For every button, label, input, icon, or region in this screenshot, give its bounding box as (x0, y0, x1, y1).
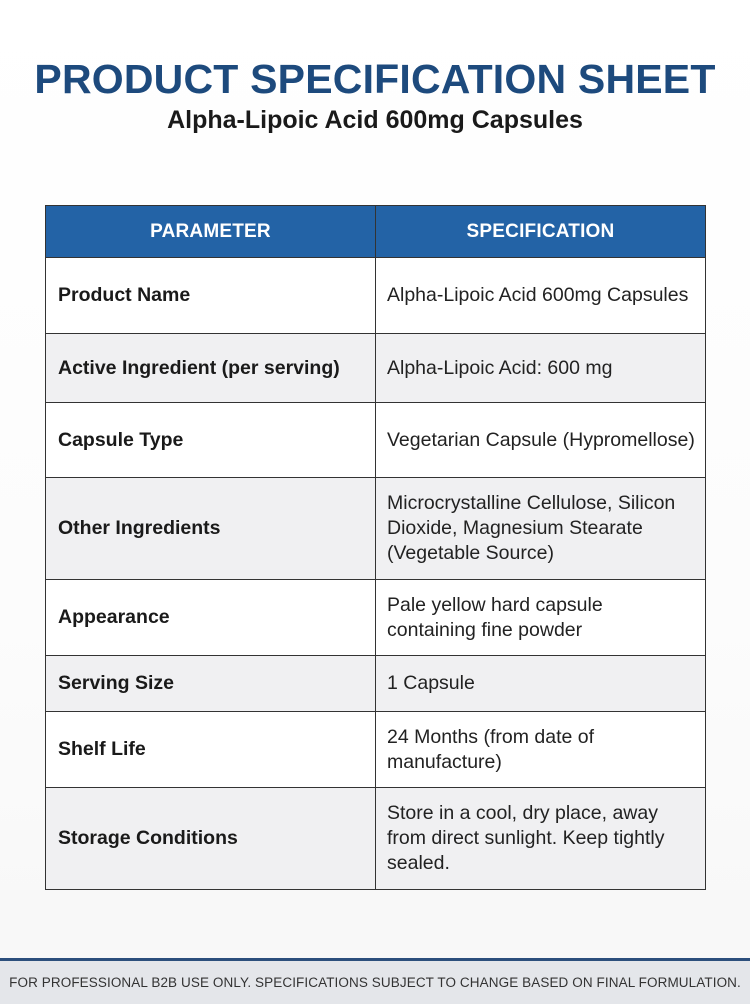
row-specification: 1 Capsule (376, 656, 706, 712)
page-subtitle: Alpha-Lipoic Acid 600mg Capsules (167, 106, 583, 134)
table-row (46, 478, 706, 580)
row-parameter: Capsule Type (46, 403, 376, 478)
row-specification: Pale yellow hard capsule containing fine powder (376, 580, 706, 656)
table-row (46, 712, 706, 788)
footer-bar (0, 958, 750, 1004)
table-row (46, 788, 706, 890)
row-parameter: Active Ingredient (per serving) (46, 334, 376, 403)
row-parameter: Other Ingredients (46, 478, 376, 580)
table-row (46, 656, 706, 712)
table-row (46, 403, 706, 478)
row-parameter: Shelf Life (46, 712, 376, 788)
footer-note: FOR PROFESSIONAL B2B USE ONLY. SPECIFICATIONS SUBJECT TO CHANGE BASED ON FINAL FORMULATION. (9, 975, 741, 990)
row-parameter: Storage Conditions (46, 788, 376, 890)
row-specification: 24 Months (from date of manufacture) (376, 712, 706, 788)
row-specification: Vegetarian Capsule (Hypromellose) (376, 403, 706, 478)
row-specification: Alpha-Lipoic Acid: 600 mg (376, 334, 706, 403)
table-row (46, 334, 706, 403)
column-header-specification: SPECIFICATION (376, 206, 706, 258)
row-specification: Store in a cool, dry place, away from direct sunlight. Keep tightly sealed. (376, 788, 706, 890)
table-header-row (46, 206, 706, 258)
spec-table (45, 205, 706, 890)
table-row (46, 580, 706, 656)
column-header-parameter: PARAMETER (46, 206, 376, 258)
table-row (46, 258, 706, 334)
row-parameter: Product Name (46, 258, 376, 334)
row-specification: Alpha-Lipoic Acid 600mg Capsules (376, 258, 706, 334)
row-parameter: Serving Size (46, 656, 376, 712)
row-specification: Microcrystalline Cellulose, Silicon Dioxide, Magnesium Stearate (Vegetable Source) (376, 478, 706, 580)
page-title: PRODUCT SPECIFICATION SHEET (34, 56, 716, 102)
row-parameter: Appearance (46, 580, 376, 656)
